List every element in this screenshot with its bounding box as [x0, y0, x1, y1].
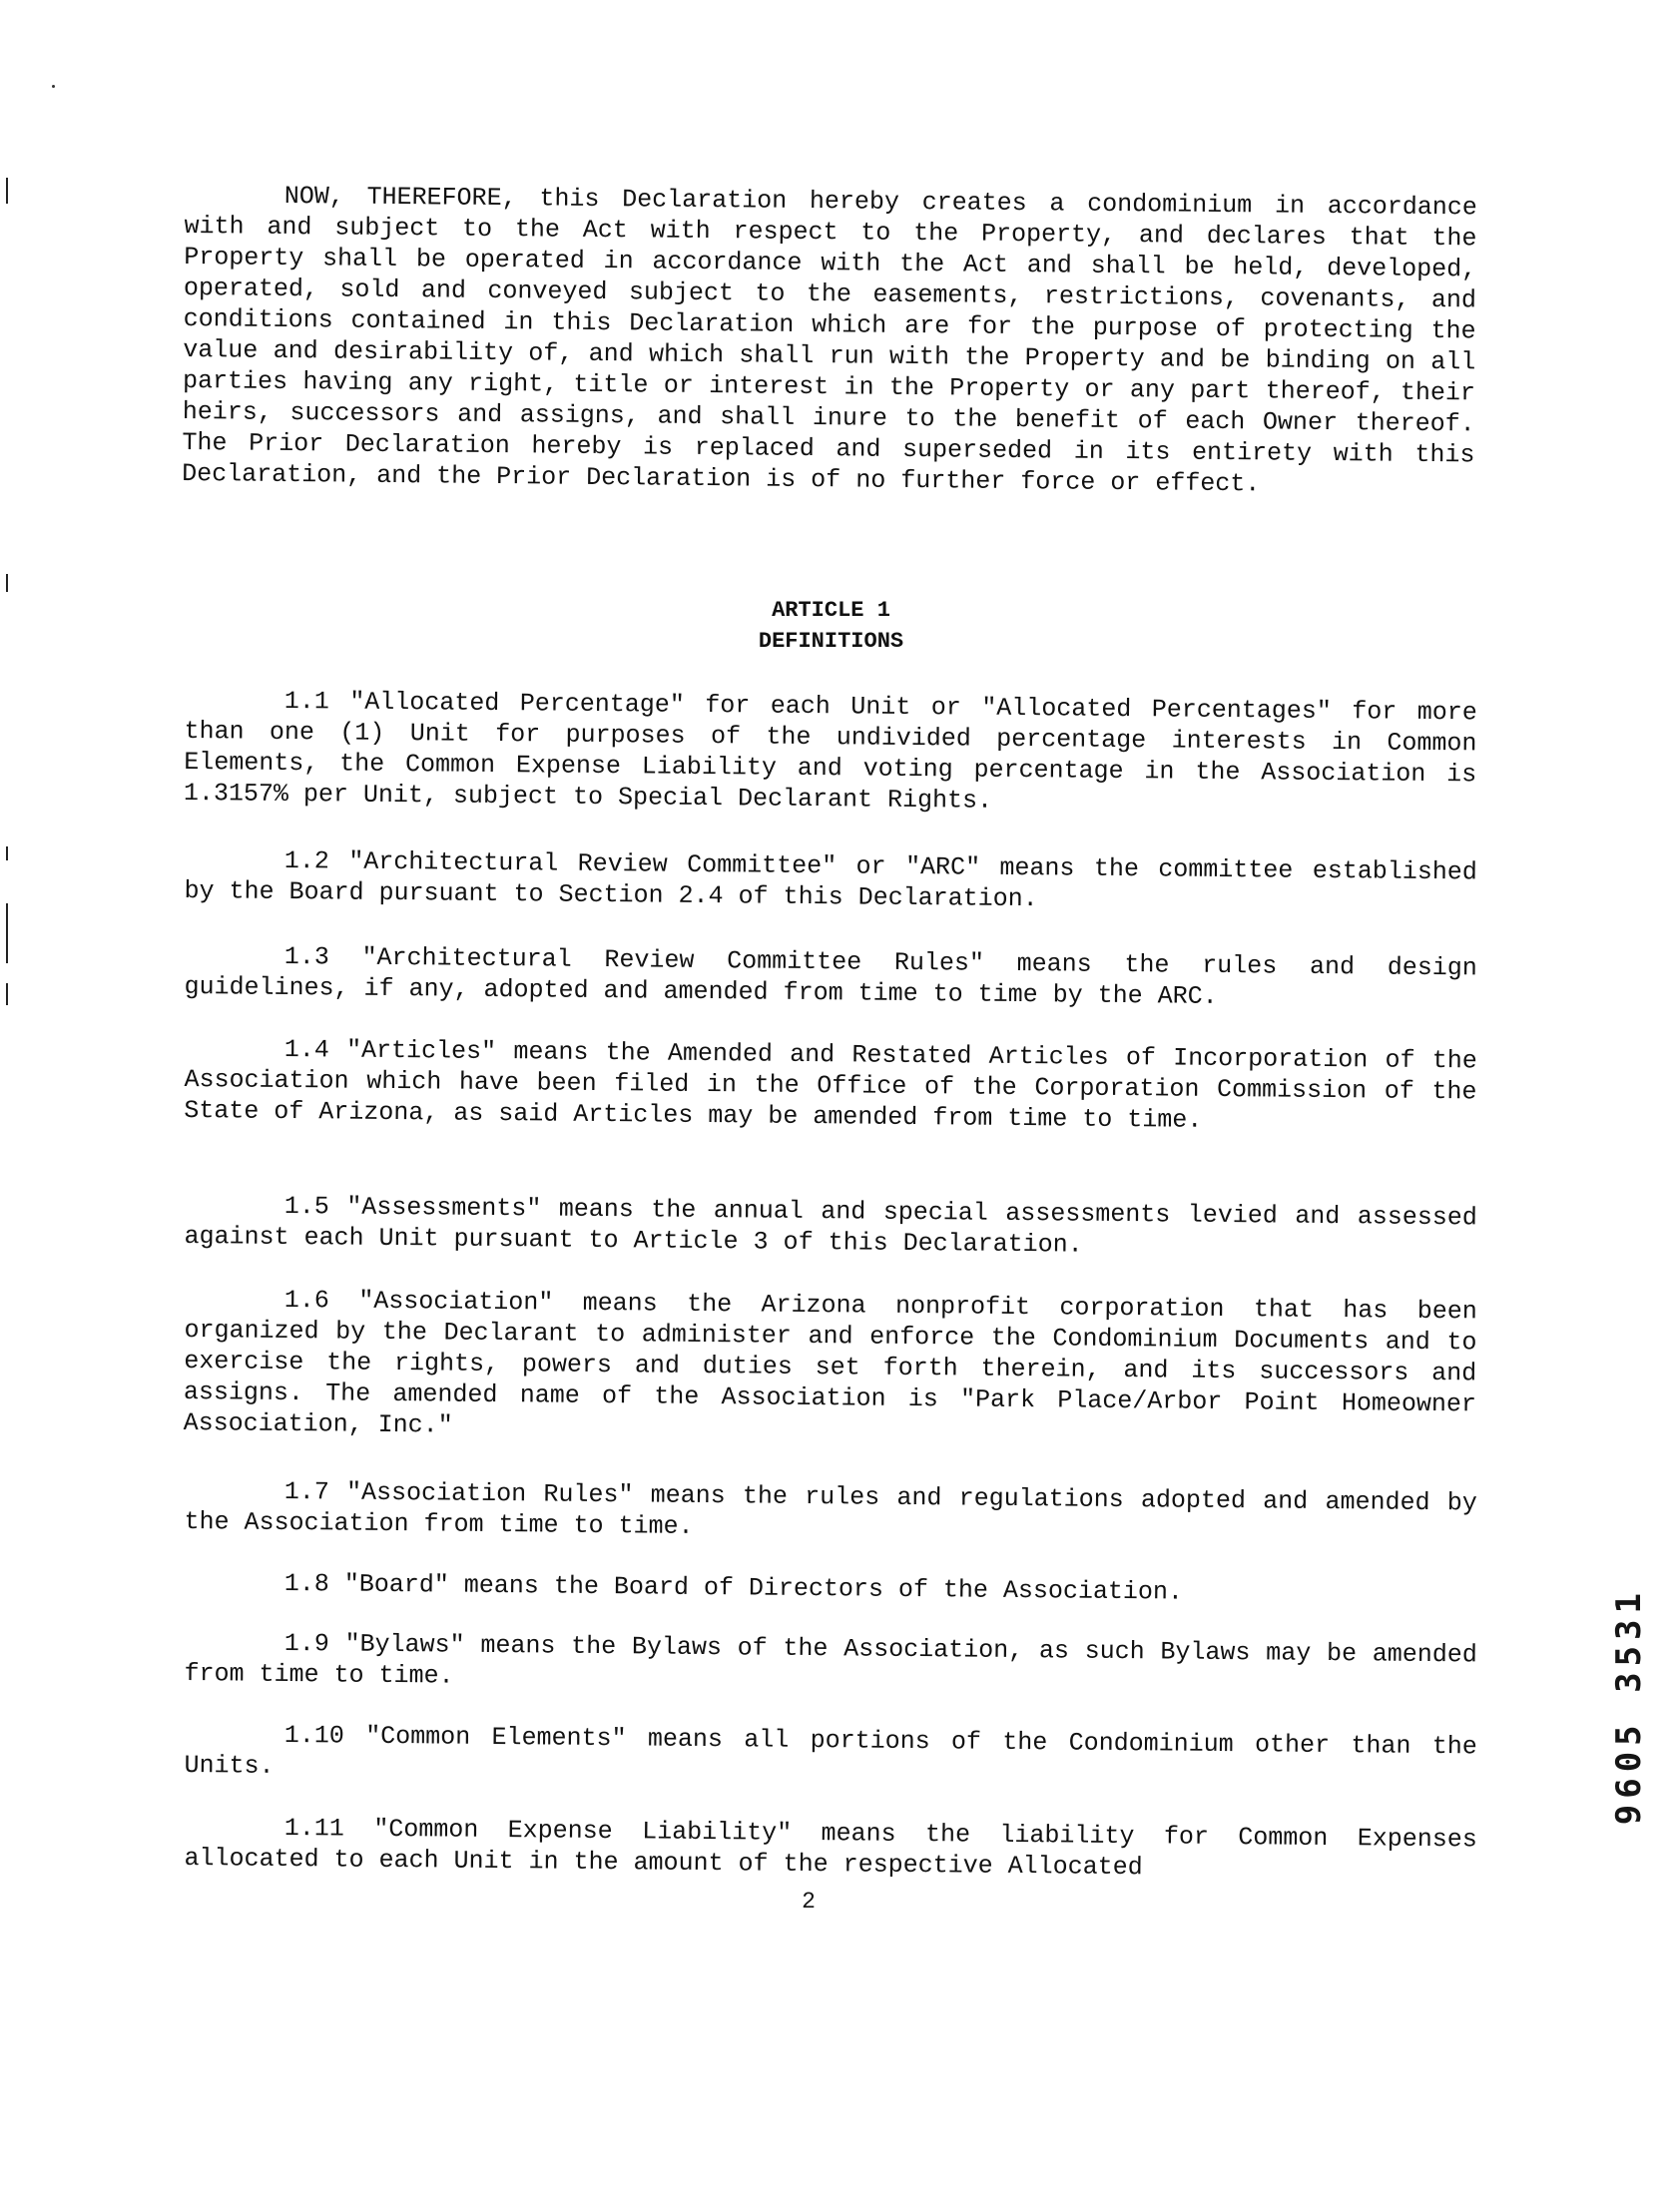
definition-paragraph: 1.2 "Architectural Review Committee" or "ARC" means the committee established by the Board pursuant to Section 2.4 of this Declaration.	[184, 845, 1477, 914]
margin-tick	[6, 903, 8, 963]
left-margin-marks	[0, 0, 20, 2208]
definition-paragraph: 1.7 "Association Rules" means the rules and regulations adopted and amended by the Association from time to time.	[184, 1476, 1477, 1541]
margin-tick	[6, 574, 8, 592]
definition-1-11	[184, 1812, 1477, 1883]
definition-paragraph: 1.9 "Bylaws" means the Bylaws of the Association, as such Bylaws may be amended from time to time.	[184, 1628, 1477, 1691]
definition-1-9	[185, 1627, 1477, 1689]
definition-1-10	[185, 1719, 1477, 1781]
definition-paragraph: 1.6 "Association" means the Arizona nonprofit corporation that has been organized by the Declarant to administer and enforce the Condominium Documents and to exercise the rights, powers and duties set forth therein, and its successors and assigns. The amended name of the Association is "Park Place/Arbor Point Homeowner Association, Inc."	[183, 1285, 1477, 1440]
definition-paragraph: 1.8 "Board" means the Board of Directors of the Association.	[283, 1568, 1184, 1607]
recording-stamp	[1609, 1587, 1649, 1887]
definition-1-1	[183, 685, 1477, 816]
intro-paragraph-block	[182, 180, 1477, 499]
definition-paragraph: 1.11 "Common Expense Liability" means the liability for Common Expenses allocated to each Unit in the amount of the respective Allocated	[184, 1813, 1477, 1883]
definition-1-4	[184, 1033, 1477, 1135]
definition-paragraph: 1.4 "Articles" means the Amended and Restated Articles of Incorporation of the Association which have been filed in the Office of the Corporation Commission of the State of Arizona, as said Articles may be amended from time to time.	[184, 1034, 1477, 1135]
definition-1-2	[184, 844, 1477, 914]
recording-stamp-number: 9605 3531	[1609, 1587, 1649, 1826]
definition-1-5	[184, 1190, 1477, 1260]
definition-paragraph: 1.1 "Allocated Percentage" for each Unit or "Allocated Percentages" for more than one (1) Unit for purposes of the undivided percentage interests in Common Elements, the Common Expense Liability and voting percentage in the Association is 1.3157% per Unit, subject to Special Declarant Rights.	[183, 686, 1477, 816]
definition-1-7	[184, 1475, 1477, 1541]
article-title: DEFINITIONS	[758, 629, 904, 654]
margin-tick	[6, 846, 8, 860]
definition-paragraph: 1.5 "Assessments" means the annual and special assessments levied and assessed against each Unit pursuant to Article 3 of this Declaration.	[184, 1191, 1477, 1260]
scan-speck	[52, 85, 55, 88]
margin-tick	[6, 178, 8, 204]
definition-1-6	[185, 1284, 1477, 1438]
page-number: 2	[802, 1889, 816, 1915]
definition-paragraph: 1.3 "Architectural Review Committee Rules" means the rules and design guidelines, if any, adopted and amended from time to time by the ARC.	[184, 941, 1477, 1011]
intro-paragraph: NOW, THEREFORE, this Declaration hereby creates a condominium in accordance with and subject to the Act with respect to the Property, and declares that the Property shall be operated in accordance with the Act and shall be held, developed, operated, sold and conveyed subject to the easements, restrictions, covenants, and conditions contained in this Declaration which are for the purpose of protecting the value and desirability of, and which shall run with the Property and be binding on all parties having any right, title or interest in the Property or any part thereof, their heirs, successors and assigns, and shall inure to the benefit of each Owner thereof. The Prior Declaration hereby is replaced and superseded in its entirety with this Declaration, and the Prior Declaration is of no further force or effect.	[182, 181, 1477, 499]
margin-tick	[6, 983, 8, 1005]
definition-1-8	[185, 1567, 1477, 1607]
article-number: ARTICLE 1	[772, 598, 890, 623]
definition-1-3	[184, 940, 1477, 1011]
definition-paragraph: 1.10 "Common Elements" means all portions of the Condominium other than the Units.	[184, 1720, 1477, 1781]
